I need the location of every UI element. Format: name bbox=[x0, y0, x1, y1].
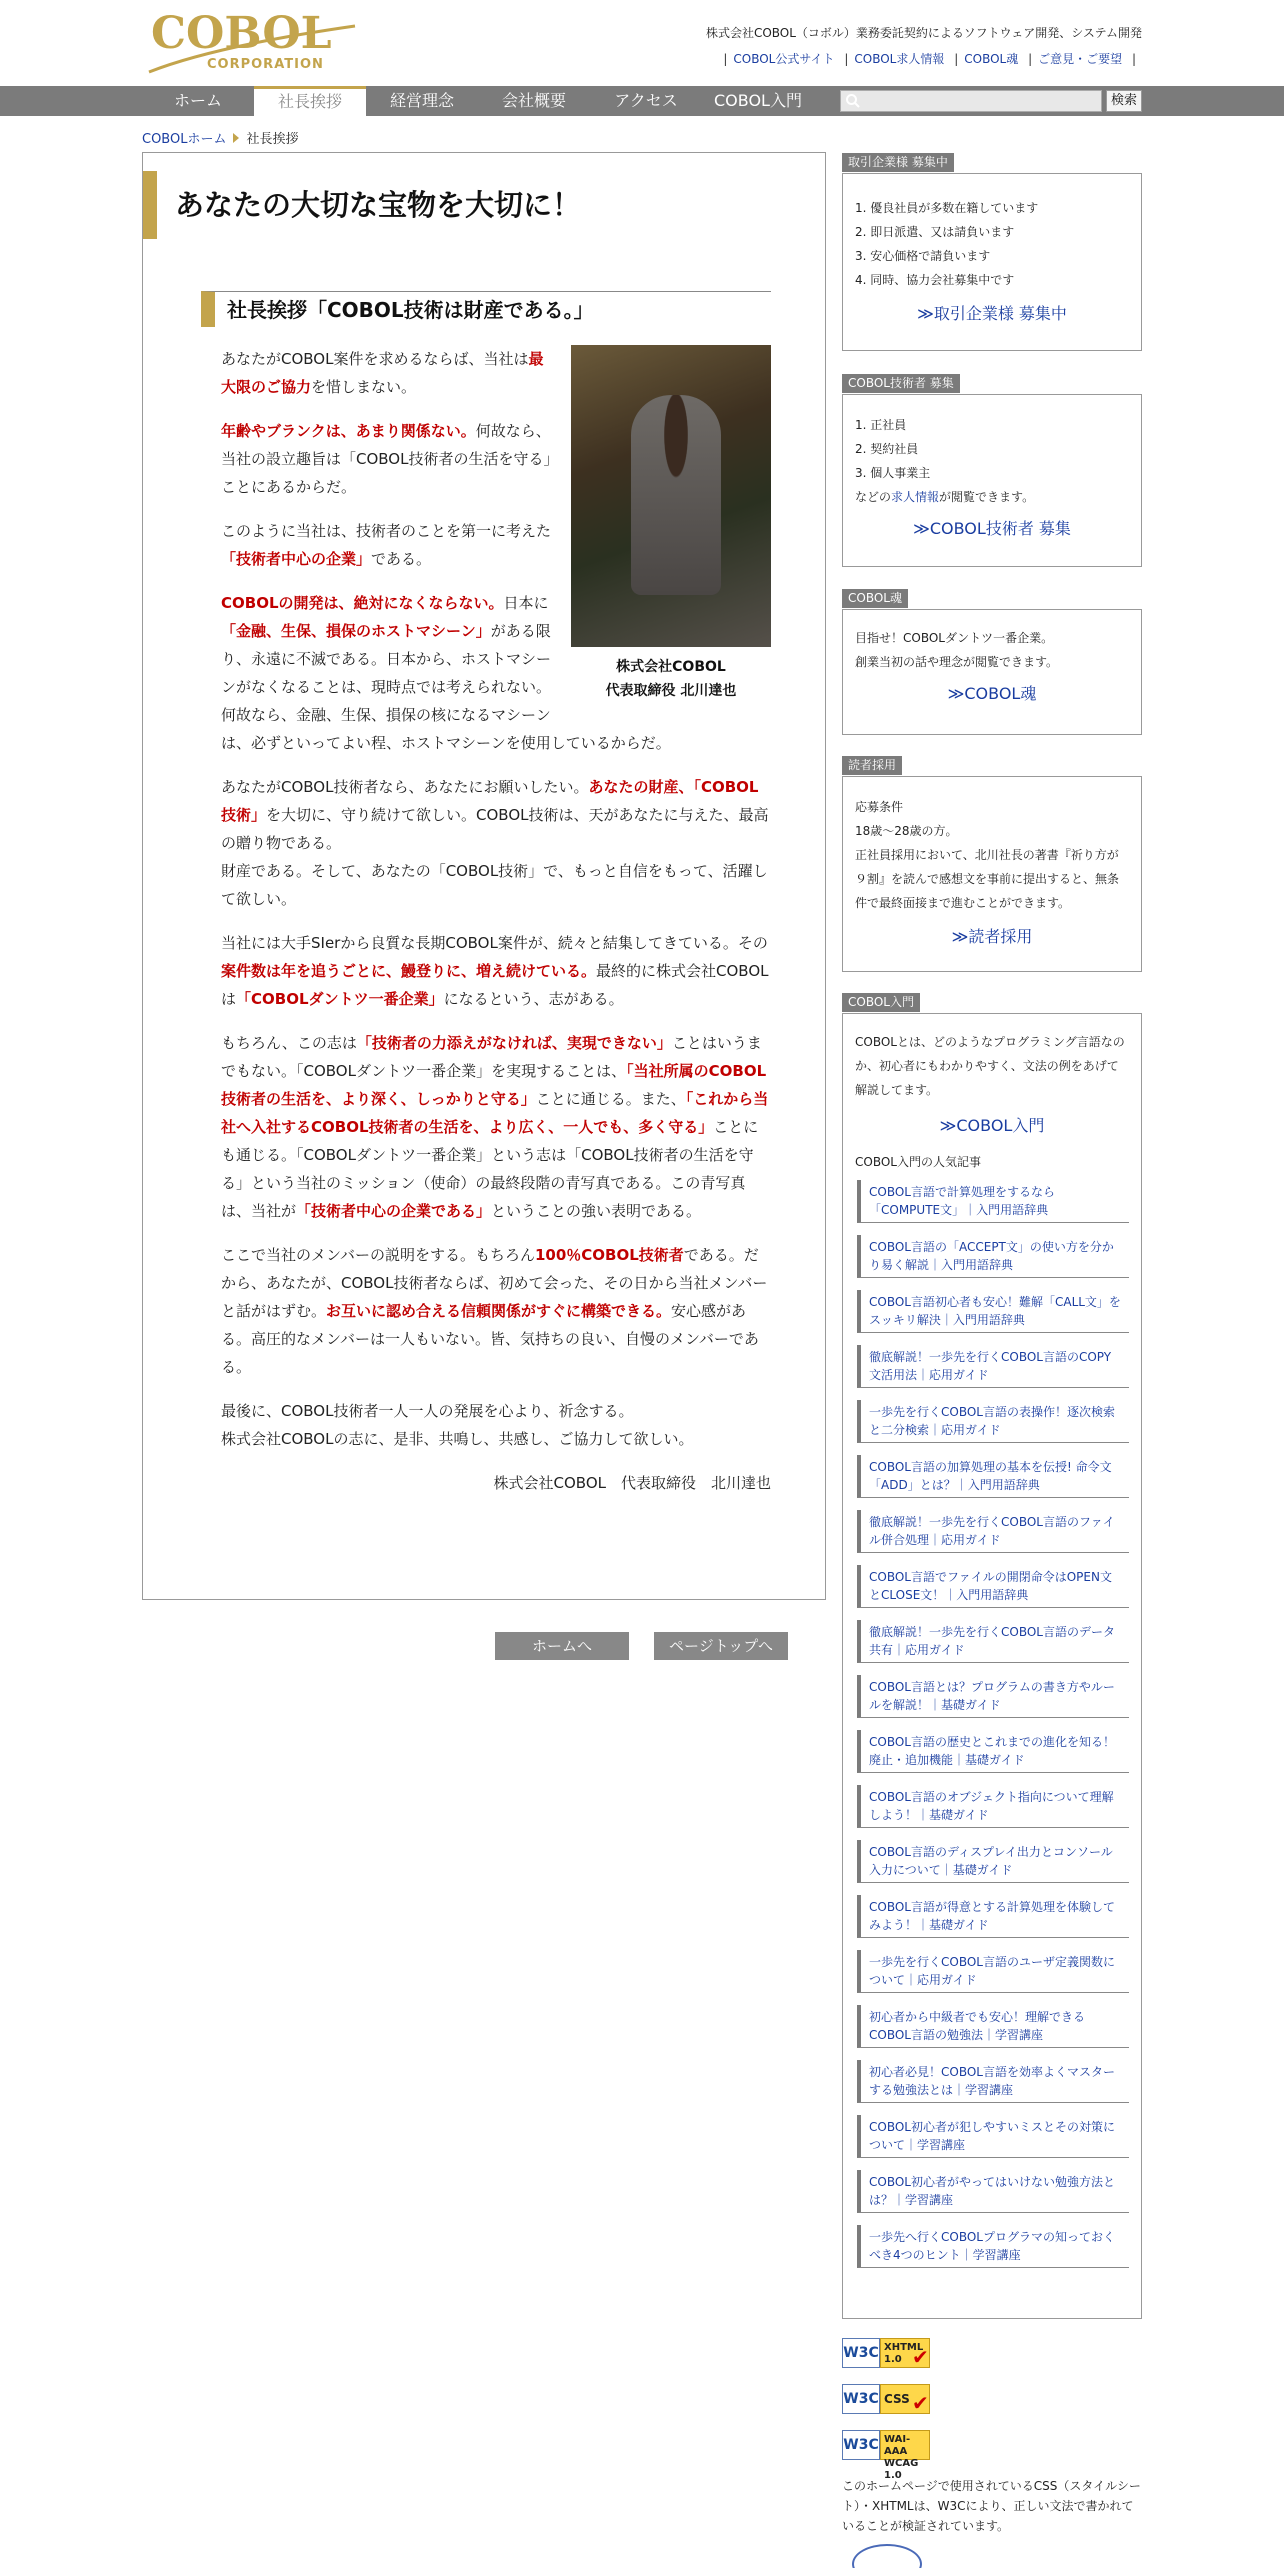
list-item: 2. 即日派遣、又は請負います bbox=[855, 225, 1015, 239]
logo-text: COBOL bbox=[151, 8, 332, 59]
paragraph-9: 最後に、COBOL技術者一人一人の発展を心より、祈念する。 株式会社COBOLの志に、是非、共鳴し、共感し、ご協力して欲しい。 bbox=[221, 1402, 694, 1448]
link-official[interactable]: COBOL公式サイト bbox=[733, 52, 835, 66]
privacy-mark-icon[interactable] bbox=[852, 2544, 922, 2568]
article-link[interactable]: COBOL言語初心者も安心！難解「CALL文」をスッキリ解決｜入門用語辞典 bbox=[857, 1290, 1129, 1333]
intro-desc: COBOLとは、どのようなプログラミング言語なのか、初心者にもわかりやすく、文法の例をあげて解説してます。 bbox=[855, 1035, 1125, 1097]
signature: 株式会社COBOL 代表取締役 北川達也 bbox=[493, 1474, 771, 1492]
president-photo-block bbox=[571, 345, 771, 703]
top-links: | COBOL公式サイト | COBOL求人情報 | COBOL魂 | ご意見・ご要望 | bbox=[723, 52, 1136, 66]
photo-caption bbox=[571, 655, 771, 703]
paragraph-1: あなたがCOBOL案件を求めるならば、当社は最大限のご協力を惜しまない。 bbox=[221, 350, 544, 396]
nav-home[interactable]: ホーム bbox=[173, 91, 222, 110]
greeting-section bbox=[201, 291, 771, 327]
article-link[interactable]: 一歩先を行くCOBOL言語のユーザ定義関数について｜応用ガイド bbox=[857, 1950, 1129, 1993]
caption-company: 株式会社COBOL bbox=[616, 659, 726, 675]
list-item: 1. 優良社員が多数在籍しています bbox=[855, 201, 1039, 215]
paragraph-6: 当社には大手SIerから良質な長期COBOL案件が、続々と結集してきている。その案件数は年を追うごとに、鰻登りに、増え続けている。最終的に株式会社COBOLは「COBOLダントツ一番企業」になるという、志がある。 bbox=[221, 934, 769, 1008]
check-icon: ✔ bbox=[912, 2345, 929, 2369]
paragraph-7: もちろん、この志は「技術者の力添えがなければ、実現できない」ことはいうまでもない。「COBOLダントツ一番企業」を実現することは、「当社所属のCOBOL技術者の生活を、より深く、しっかりと守る」ことに通じる。また、「これから当社へ入社するCOBOL技術者の生活を、より広く、一人でも、多く守る」ことにも通じる。「COBOLダントツ一番企業」という志は「COBOL技術者の生活を守る」という当社のミッション（使命）の最終段階の青写真である。この青写真は、当社が「技術者中心の企業である」ということの強い表明である。 bbox=[221, 1034, 769, 1220]
job-info-link[interactable]: 求人情報 bbox=[891, 490, 940, 504]
page-top-button[interactable]: ページトップへ bbox=[654, 1632, 788, 1660]
article-link[interactable]: COBOL言語が得意とする計算処理を体験してみよう！｜基礎ガイド bbox=[857, 1895, 1129, 1938]
sidebar-partner-label: 取引企業様 募集中 bbox=[842, 153, 954, 172]
sidebar-spirit: COBOL魂 目指せ！COBOLダントツ一番企業。 創業当初の話や理念が閲覧できます。 ≫COBOL魂 bbox=[842, 588, 1142, 735]
link-spirit[interactable]: COBOL魂 bbox=[964, 52, 1019, 66]
logo-sub: CORPORATION bbox=[207, 57, 324, 72]
popular-heading: COBOL入門の人気記事 bbox=[855, 1155, 981, 1169]
breadcrumb-current: 社長挨拶 bbox=[246, 132, 299, 147]
nav-company[interactable]: 会社概要 bbox=[501, 91, 566, 110]
search-button[interactable]: 検索 bbox=[1106, 90, 1142, 112]
w3c-xhtml-badge[interactable]: W3C XHTML 1.0 ✔ bbox=[842, 2338, 930, 2368]
article-link[interactable]: COBOL初心者がやってはいけない勉強方法とは？｜学習講座 bbox=[857, 2170, 1129, 2213]
sidebar-engineer: COBOL技術者 募集 1. 正社員 2. 契約社員 3. 個人事業主 などの求人情報が閲覧できます。 ≫COBOL技術者 募集 bbox=[842, 373, 1142, 567]
sidebar-partner bbox=[842, 152, 1142, 351]
paragraph-3: このように当社は、技術者のことを第一に考えた「技術者中心の企業」である。 bbox=[221, 522, 552, 568]
section-title: 社長挨拶「COBOL技術は財産である。」 bbox=[201, 291, 771, 327]
article-link[interactable]: COBOL言語でファイルの開閉命令はOPEN文とCLOSE文！｜入門用語辞典 bbox=[857, 1565, 1129, 1608]
nav-philosophy[interactable]: 経営理念 bbox=[389, 91, 454, 110]
w3c-css-badge[interactable]: W3C CSS ✔ bbox=[842, 2384, 930, 2414]
caption-name: 代表取締役 北川達也 bbox=[605, 683, 737, 699]
link-feedback[interactable]: ご意見・ご要望 bbox=[1038, 52, 1123, 66]
list-item: 1. 正社員 bbox=[855, 418, 907, 432]
sidebar-reader-label: 読者採用 bbox=[842, 756, 902, 775]
article-link[interactable]: COBOL初心者が犯しやすいミスとその対策について｜学習講座 bbox=[857, 2115, 1129, 2158]
engineer-link[interactable]: ≫COBOL技術者 募集 bbox=[913, 519, 1071, 538]
sidebar-engineer-label: COBOL技術者 募集 bbox=[842, 374, 960, 393]
article-link[interactable]: 徹底解説！一歩先を行くCOBOL言語のデータ共有｜応用ガイド bbox=[857, 1620, 1129, 1663]
link-recruit[interactable]: COBOL求人情報 bbox=[854, 52, 945, 66]
nav-greeting[interactable]: 社長挨拶 bbox=[254, 86, 366, 116]
list-item: 2. 契約社員 bbox=[855, 442, 919, 456]
cobol-logo[interactable] bbox=[145, 6, 360, 78]
paragraph-5: あなたがCOBOL技術者なら、あなたにお願いしたい。あなたの財産、「COBOL技術」を大切に、守り続けて欲しい。COBOL技術は、天があなたに与えた、最高の贈り物である。 財産である。そして、あなたの「COBOL技術」で、もっと自信をもって、活躍して欲しい。 bbox=[221, 778, 769, 908]
sidebar-reader: 読者採用 応募条件 18歳～28歳の方。 正社員採用において、北川社長の著書『祈り方が９割』を読んで感想文を事前に提出すると、無条件で最終面接まで進むことができます。 ≫読者採用 bbox=[842, 755, 1142, 972]
page-title: あなたの大切な宝物を大切に！ bbox=[143, 171, 581, 239]
nav-cobol-intro[interactable]: COBOL入門 bbox=[714, 91, 802, 110]
article-link[interactable]: 徹底解説！一歩先を行くCOBOL言語のファイル併合処理｜応用ガイド bbox=[857, 1510, 1129, 1553]
article-link[interactable]: COBOL言語のオブジェクト指向について理解しよう！｜基礎ガイド bbox=[857, 1785, 1129, 1828]
w3c-wai-badge[interactable]: W3C WAI-AAA WCAG 1.0 bbox=[842, 2430, 930, 2460]
article-link[interactable]: 徹底解説！一歩先を行くCOBOL言語のCOPY文活用法｜応用ガイド bbox=[857, 1345, 1129, 1388]
spirit-link[interactable]: ≫COBOL魂 bbox=[947, 684, 1037, 703]
w3c-note: このホームページで使用されているCSS（スタイルシート）・XHTMLは、W3Cにより、正しい文法で書かれていることが検証されています。 bbox=[842, 2479, 1141, 2533]
sidebar-intro bbox=[842, 992, 1142, 2319]
reader-link[interactable]: ≫読者採用 bbox=[951, 927, 1033, 946]
paragraph-2: 年齢やブランクは、あまり関係ない。何故なら、当社の設立趣旨は「COBOL技術者の生活を守る」ことにあるからだ。 bbox=[221, 422, 551, 496]
tagline: 株式会社COBOL（コボル）業務委託契約によるソフトウェア開発、システム開発 bbox=[705, 26, 1142, 40]
list-item: 3. 安心価格で請負います bbox=[855, 249, 991, 263]
article-link[interactable]: COBOL言語のディスプレイ出力とコンソール入力について｜基礎ガイド bbox=[857, 1840, 1129, 1883]
article-link[interactable]: 初心者必見！COBOL言語を効率よくマスターする勉強法とは｜学習講座 bbox=[857, 2060, 1129, 2103]
main-content bbox=[142, 152, 826, 1600]
greeting-article bbox=[221, 345, 771, 1497]
search-icon bbox=[845, 93, 861, 109]
breadcrumb-home[interactable]: COBOLホーム bbox=[142, 132, 227, 147]
sidebar-spirit-label: COBOL魂 bbox=[842, 589, 908, 608]
article-link[interactable]: 一歩先を行くCOBOL言語の表操作！逐次検索と二分検索｜応用ガイド bbox=[857, 1400, 1129, 1443]
list-item: 3. 個人事業主 bbox=[855, 466, 931, 480]
article-link[interactable]: COBOL言語とは？プログラムの書き方やルールを解説！｜基礎ガイド bbox=[857, 1675, 1129, 1718]
list-item: 4. 同時、協力会社募集中です bbox=[855, 273, 1015, 287]
check-icon: ✔ bbox=[912, 2391, 929, 2415]
article-link[interactable]: COBOL言語の「ACCEPT文」の使い方を分かり易く解説｜入門用語辞典 bbox=[857, 1235, 1129, 1278]
paragraph-4: COBOLの開発は、絶対になくならない。日本に「金融、生保、損保のホストマシーン」がある限り、永遠に不滅である。日本から、ホストマシーンがなくなることは、現時点では考えられない。何故なら、金融、生保、損保の核になるマシーンは、必ずといってよい程、ホストマシーンを使用しているからだ。 bbox=[221, 594, 671, 752]
popular-articles bbox=[855, 1180, 1129, 2268]
home-button[interactable]: ホームへ bbox=[495, 1632, 629, 1660]
article-link[interactable]: 一歩先へ行くCOBOLプログラマの知っておくべき4つのヒント｜学習講座 bbox=[857, 2225, 1129, 2268]
sidebar-intro-label: COBOL入門 bbox=[842, 993, 920, 1012]
article-link[interactable]: 初心者から中級者でも安心！理解できるCOBOL言語の勉強法｜学習講座 bbox=[857, 2005, 1129, 2048]
header bbox=[0, 0, 1284, 86]
breadcrumb bbox=[142, 130, 299, 150]
global-nav bbox=[0, 86, 1284, 116]
intro-link[interactable]: ≫COBOL入門 bbox=[939, 1116, 1045, 1135]
breadcrumb-arrow-icon bbox=[233, 133, 239, 143]
nav-access[interactable]: アクセス bbox=[614, 91, 678, 110]
article-link[interactable]: COBOL言語の加算処理の基本を伝授! 命令文「ADD」とは？｜入門用語辞典 bbox=[857, 1455, 1129, 1498]
article-link[interactable]: COBOL言語で計算処理をするなら「COMPUTE文」｜入門用語辞典 bbox=[857, 1180, 1129, 1223]
president-photo bbox=[571, 345, 771, 647]
search-input[interactable] bbox=[840, 90, 1102, 112]
article-link[interactable]: COBOL言語の歴史とこれまでの進化を知る！廃止・追加機能｜基礎ガイド bbox=[857, 1730, 1129, 1773]
partner-link[interactable]: ≫取引企業様 募集中 bbox=[917, 304, 1067, 323]
paragraph-8: ここで当社のメンバーの説明をする。もちろん100％COBOL技術者である。だから、あなたが、COBOL技術者ならば、初めて会った、その日から当社メンバーと話がはずむ。お互いに認め合える信頼関係がすぐに構築できる。安心感がある。高圧的なメンバーは一人もいない。皆、気持ちの良い、自慢のメンバーである。 bbox=[221, 1246, 768, 1376]
